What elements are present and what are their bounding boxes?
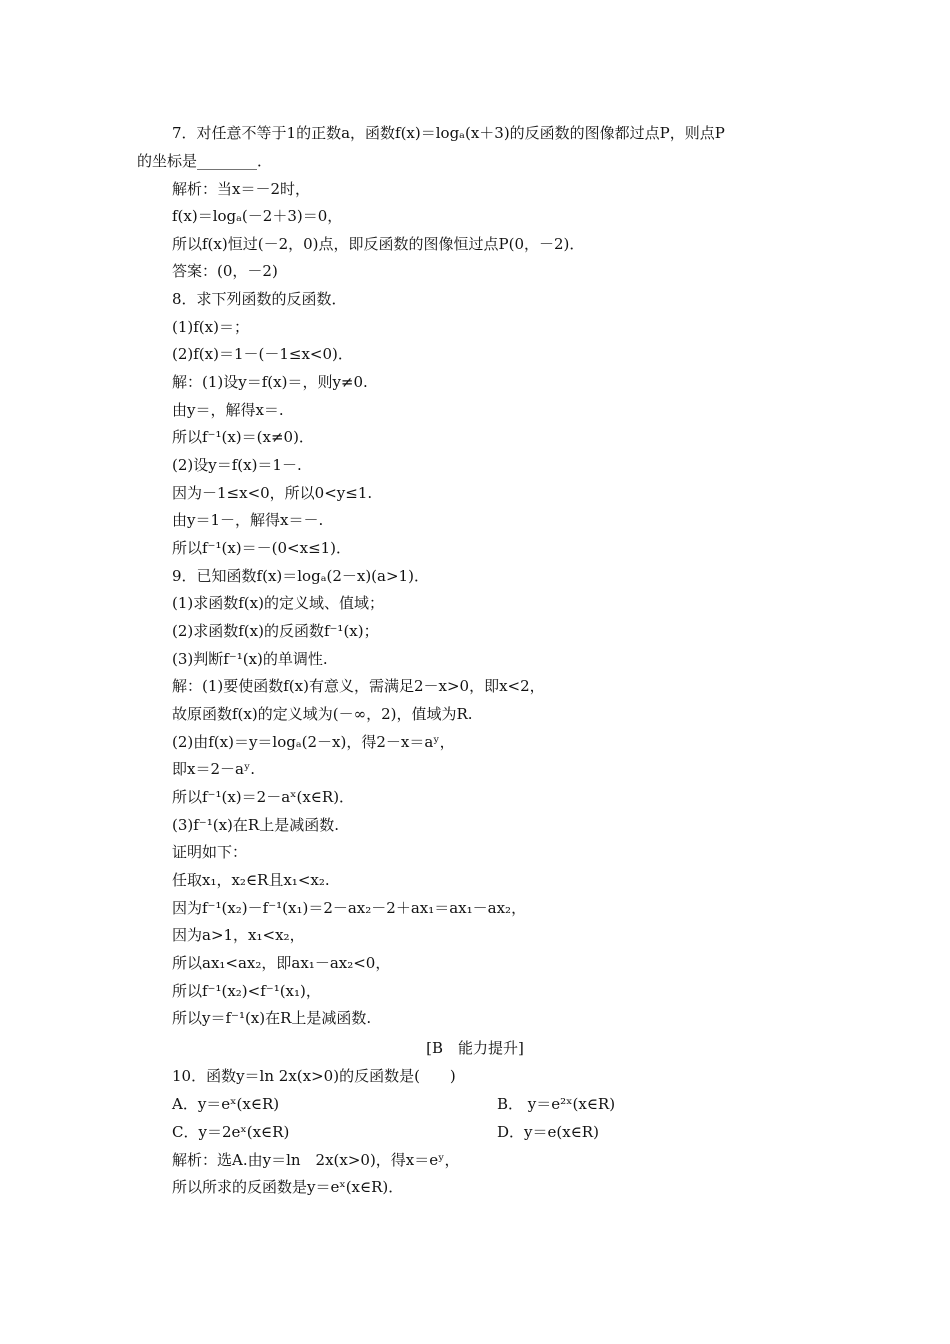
q10-option-b: B． y＝e²ˣ(x∈R) (497, 1095, 616, 1113)
q9-proof-1: 任取x₁，x₂∈R且x₁<x₂. (172, 871, 330, 889)
q10-option-d: D．y＝e(x∈R) (497, 1123, 599, 1141)
q10-analysis-1: 解析：选A.由y＝ln 2x(x>0)，得x＝eʸ， (172, 1151, 460, 1169)
q9-solution-5: 所以f⁻¹(x)＝2－aˣ(x∈R)． (172, 788, 355, 806)
q10-option-c: C．y＝2eˣ(x∈R) (172, 1123, 290, 1141)
q9-proof-6: 所以y＝f⁻¹(x)在R上是减函数. (172, 1009, 372, 1027)
q9-part-1: (1)求函数f(x)的定义域、值域； (172, 594, 384, 612)
q10-stem: 10．函数y＝ln 2x(x>0)的反函数是( ) (172, 1067, 456, 1085)
q9-part-2: (2)求函数f(x)的反函数f⁻¹(x)； (172, 622, 379, 640)
q9-solution-4: 即x＝2－aʸ. (172, 760, 256, 778)
q7-line-2: 的坐标是________． (137, 152, 273, 170)
q10-option-a: A．y＝eˣ(x∈R) (172, 1095, 280, 1113)
q8-solution-2: 由y＝，解得x＝. (172, 401, 284, 419)
q7-analysis-1: 解析：当x＝－2时， (172, 180, 311, 198)
q9-proof-4: 所以ax₁<ax₂，即ax₁－ax₂<0， (172, 954, 391, 972)
q8-solution-7: 所以f⁻¹(x)＝－(0<x≤1)． (172, 539, 352, 557)
q8-solution-3: 所以f⁻¹(x)＝(x≠0)． (172, 428, 314, 446)
q8-stem: 8．求下列函数的反函数． (172, 290, 347, 308)
q8-solution-4: (2)设y＝f(x)＝1－. (172, 456, 302, 474)
q7-line-1: 7．对任意不等于1的正数a，函数f(x)＝logₐ(x＋3)的反函数的图像都过点P，则点P (172, 124, 725, 142)
q8-part-2: (2)f(x)＝1－(－1≤x<0)． (172, 345, 353, 363)
q9-solution-2: 故原函数f(x)的定义域为(－∞，2)，值域为R. (172, 705, 473, 723)
q7-answer: 答案：(0，－2) (172, 262, 278, 280)
q9-stem: 9．已知函数f(x)＝logₐ(2－x)(a>1)． (172, 567, 429, 585)
q7-analysis-2: f(x)＝logₐ(－2＋3)＝0， (172, 207, 343, 225)
q8-part-1: (1)f(x)＝； (172, 318, 249, 336)
q9-proof-3: 因为a>1，x₁<x₂， (172, 926, 305, 944)
q7-analysis-3: 所以f(x)恒过(－2，0)点，即反函数的图像恒过点P(0，－2)． (172, 235, 585, 253)
q9-proof-5: 所以f⁻¹(x₂)<f⁻¹(x₁)， (172, 982, 321, 1000)
q9-solution-1: 解：(1)要使函数f(x)有意义，需满足2－x>0，即x<2， (172, 677, 545, 695)
q10-analysis-2: 所以所求的反函数是y＝eˣ(x∈R)． (172, 1178, 404, 1196)
q9-proof-2: 因为f⁻¹(x₂)－f⁻¹(x₁)＝2－ax₂－2＋ax₁＝ax₁－ax₂， (172, 899, 527, 917)
q8-solution-1: 解：(1)设y＝f(x)＝，则y≠0. (172, 373, 368, 391)
section-header: [B 能力提升] (426, 1039, 524, 1057)
q8-solution-6: 由y＝1－，解得x＝－. (172, 511, 324, 529)
q9-solution-3: (2)由f(x)＝y＝logₐ(2－x)，得2－x＝aʸ， (172, 733, 455, 751)
q9-solution-6: (3)f⁻¹(x)在R上是减函数. (172, 816, 339, 834)
q9-proof-heading: 证明如下： (172, 843, 248, 861)
q8-solution-5: 因为－1≤x<0，所以0<y≤1. (172, 484, 373, 502)
q9-part-3: (3)判断f⁻¹(x)的单调性. (172, 650, 328, 668)
